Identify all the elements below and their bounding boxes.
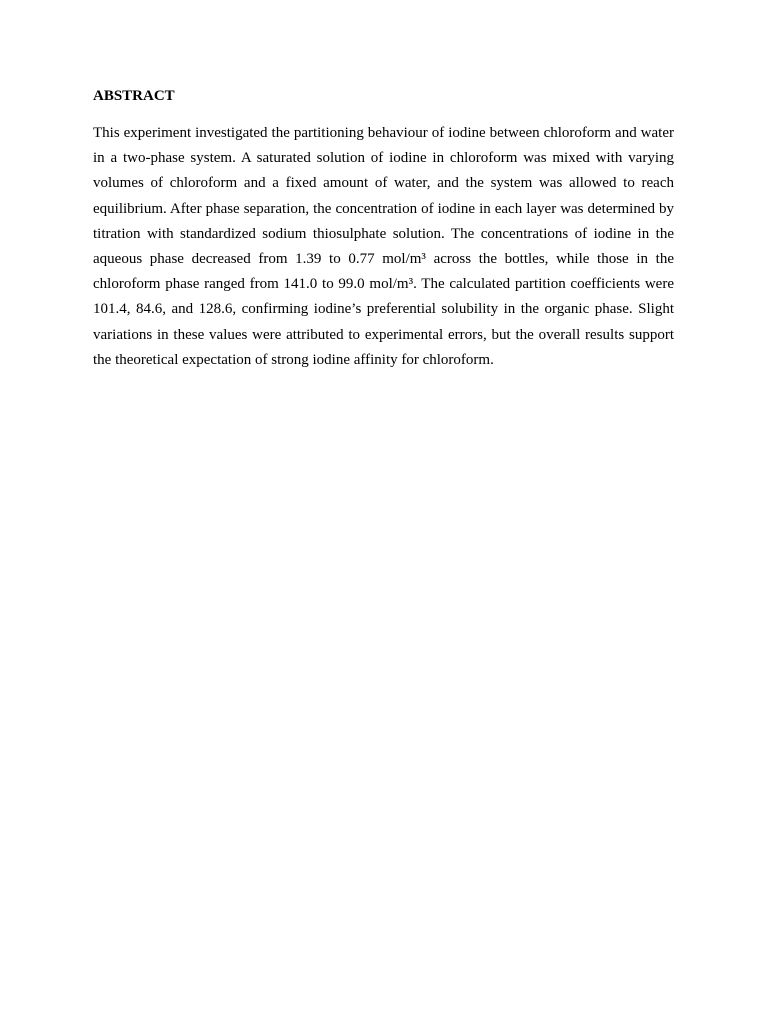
abstract-paragraph: This experiment investigated the partitioning behaviour of iodine between chloroform and water in a two-phase system. A saturated solution of iodine in chloroform was mixed with varying volumes of chloroform and a fixed amount of water, and the system was allowed to reach equilibrium. After phase separation, the concentration of iodine in each layer was determined by titration with standardized sodium thiosulphate solution. The concentrations of iodine in the aqueous phase decreased from 1.39 to 0.77 mol/m³ across the bottles, while those in the chloroform phase ranged from 141.0 to 99.0 mol/m³. The calculated partition coefficients were 101.4, 84.6, and 128.6, confirming iodine’s preferential solubility in the organic phase. Slight variations in these values were attributed to experimental errors, but the overall results support the theoretical expectation of strong iodine affinity for chloroform.: [93, 125, 674, 368]
abstract-heading: ABSTRACT: [93, 88, 175, 104]
abstract-section: [93, 86, 674, 373]
